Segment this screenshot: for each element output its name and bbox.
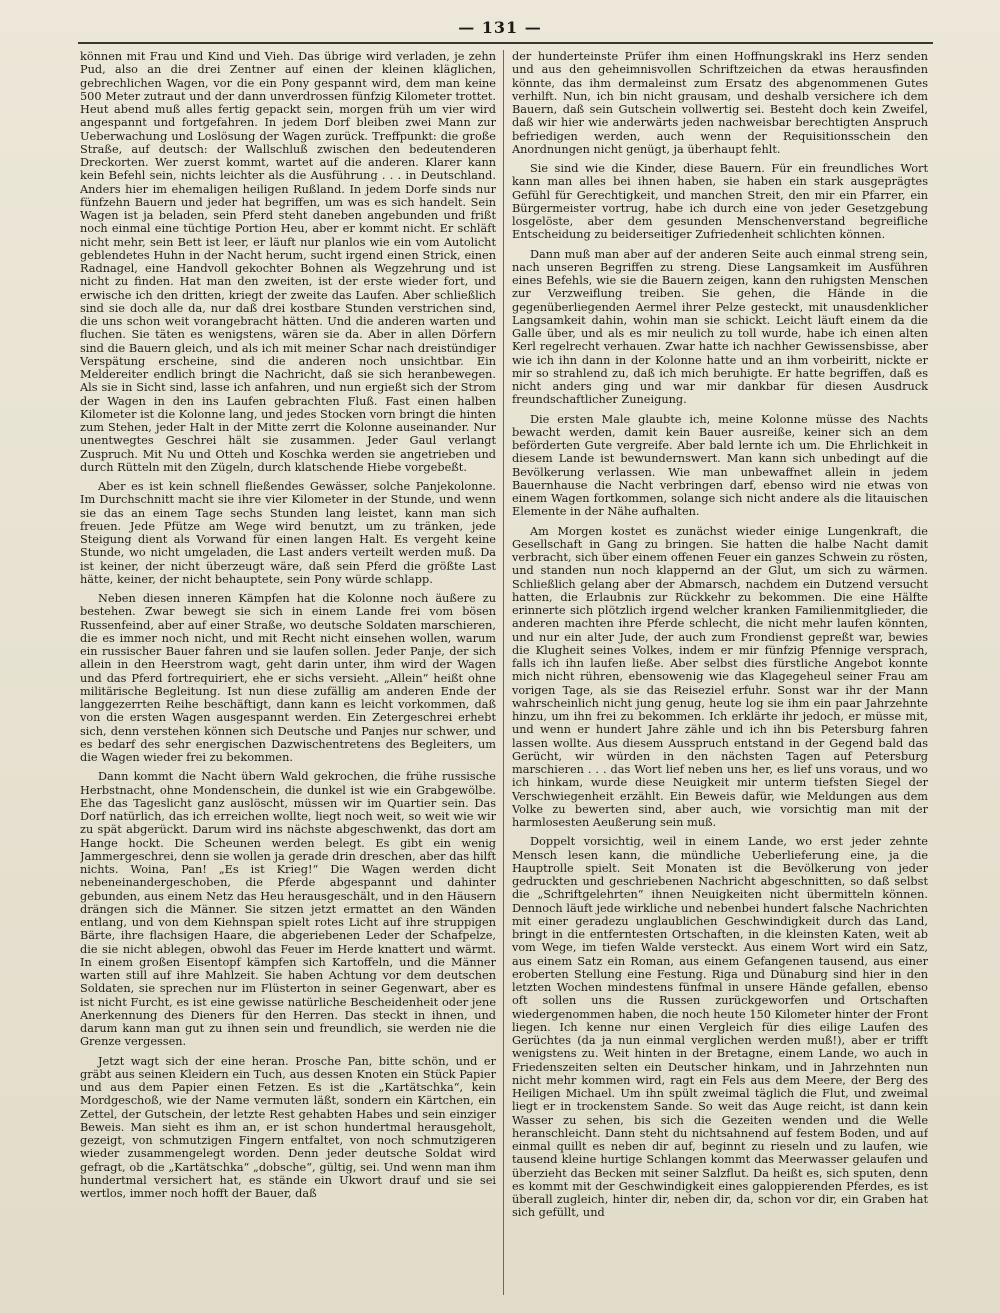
paragraph: Aber es ist kein schnell fließendes Gewässer, solche Panjekolonne. Im Durchschnitt macht sie ihre vier Kilometer in der Stunde, und wenn sie das an einem Tage sechs Stunden lang leistet, kann man sich freuen. Jede Pfütze am Wege wird benutzt, um zu tränken, jede Steigung dient als Vorwand für einen langen Halt. Es vergeht keine Stunde, wo nicht umgeladen, die Last anders verteilt werden muß. Da ist keiner, der nicht überzeugt wäre, daß sein Pferd die größte Last hätte, keiner, der nicht behauptete, sein Pony würde schlapp. [80,480,496,586]
page-header [0,18,1000,44]
page-number: — 131 — [458,18,542,37]
paragraph: der hunderteinste Prüfer ihm einen Hoffnungskrakl ins Herz senden und aus den geheimnisvollen Schriftzeichen da etwas herausfinden könnte, das ihm dermaleinst zum Ersatz des abgenommenen Gutes verhilft. Nun, ich bin nicht grausam, und deshalb versichere ich dem Bauern, daß sein Gutschein vollwertig sei. Besteht doch kein Zweifel, daß wir hier wie anderwärts jeden nachweisbar berechtigten Anspruch befriedigen werden, auch wenn der Requisitionsschein den Anordnungen nicht genügt, ja überhaupt fehlt. [512,50,928,156]
paragraph: Am Morgen kostet es zunächst wieder einige Lungenkraft, die Gesellschaft in Gang zu bringen. Sie hatten die halbe Nacht damit verbracht, sich über einem offenen Feuer ein ganzes Schwein zu rösten, und standen nun noch klappernd an der Glut, um sich zu wärmen. Schließlich gelang aber der Abmarsch, nachdem ein Dutzend versucht hatten, die Erlaubnis zur Rückkehr zu bekommen. Die eine Hälfte erinnerte sich plötzlich irgend welcher kranken Familienmitglieder, die anderen machten ihre Pferde schlecht, die nicht mehr laufen könnten, und nur ein alter Jude, der auch zum Frondienst gepreßt war, bewies die Klugheit seines Volkes, indem er mir fünfzig Pfennige versprach, falls ich ihn laufen ließe. Aber selbst dies fürstliche Angebot konnte mich nicht rühren, ebensowenig wie das Klagegeheul seiner Frau am vorigen Tage, als sie das Reiseziel erfuhr. Sonst war ihr der Mann wahrscheinlich nicht jung genug, heute log sie ihm ein paar Jahrzehnte hinzu, um ihn frei zu bekommen. Ich erklärte ihr jedoch, er müsse mit, und wenn er hundert Jahre zähle und ich ihn bis Petersburg fahren lassen wollte. Aus diesem Ausspruch entstand in der Gegend bald das Gerücht, wir würden in den nächsten Tagen auf Petersburg marschieren . . . das Wort lief neben uns her, es lief uns voraus, und wo ich hinkam, wurde diese Neuigkeit mir unterm tiefsten Siegel der Verschwiegenheit erzählt. Ein Beweis dafür, wie Meldungen aus dem Volke zu bewerten sind, aber auch, wie vorsichtig man mit der harmlosesten Aeußerung sein muß. [512,524,928,829]
paragraph: können mit Frau und Kind und Vieh. Das übrige wird verladen, je zehn Pud, also an die drei Zentner auf einen der kleinen kläglichen, gebrechlichen Wagen, vor die ein Pony gespannt wird, dem man keine 500 Meter zutraut und der dann unverdrossen fünfzig Kilometer trottet. Heut abend muß alles fertig gepackt sein, morgen früh um vier wird angespannt und fortgefahren. In jedem Dorf bleiben zwei Mann zur Ueberwachung und Loslösung der Wagen zurück. Treffpunkt: die große Straße, auf deutsch: der Wallschluß zwischen den bedeutenderen Dreckorten. Wer zuerst kommt, wartet auf die anderen. Klarer kann kein Befehl sein, nichts leichter als die Ausführung . . . in Deutschland. Anders hier im ehemaligen heiligen Rußland. In jedem Dorfe sinds nur fünfzehn Bauern und jeder hat begriffen, um was es sich handelt. Sein Wagen ist ja beladen, sein Pferd steht daneben angebunden und frißt noch einmal eine tüchtige Portion Heu, aber er kommt nicht. Er schläft nicht mehr, sein Bett ist leer, er läuft nur planlos wie ein vom Autolicht geblendetes Huhn in der Nacht herum, sucht irgend einen Strick, einen Radnagel, eine Handvoll gekochter Bohnen als Wegzehrung und ist nicht zu finden. Hat man den zweiten, ist der erste wieder fort, und erwische ich den dritten, kriegt der zweite das Laufen. Aber schließlich sind sie doch alle da, nur daß drei kostbare Stunden verstrichen sind, die uns schon weit vorangebracht hätten. Und die anderen warten und fluchen. Sie täten es wenigstens, wären sie da. Aber in allen Dörfern sind die Bauern gleich, und als ich mit meiner Schar nach dreistündiger Verspätung erscheine, sind die anderen noch unsichtbar. Ein Meldereiter endlich bringt die Nachricht, daß sie sich heranbewegen. Als sie in Sicht sind, lasse ich anfahren, und nun ergießt sich der Strom der Wagen in den ins Laufen gebrachten Fluß. Fast einen halben Kilometer ist die Kolonne lang, und jedes Stocken vorn bringt die hinten zum Stehen, jeder Halt in der Mitte zerrt die Kolonne auseinander. Nur unentwegtes Geschrei hält sie zusammen. Jeder Gaul verlangt Zuspruch. Mit Nu und Otteh und Koschka werden sie angetrieben und durch Rütteln mit den Zügeln, durch klatschende Hiebe vorgebeßt. [80,50,496,474]
paragraph: Dann muß man aber auf der anderen Seite auch einmal streng sein, nach unseren Begriffen zu streng. Diese Langsamkeit im Ausführen eines Befehls, wie sie die Bauern zeigen, kann den ruhigsten Menschen zur Verzweiflung treiben. Sie gehen, die Hände in die gegenüberliegenden Aermel ihrer Pelze gesteckt, mit unausdenklicher Langsamkeit dahin, wohin man sie schickt. Leicht läuft einem da die Galle über, und als es mir neulich zu toll wurde, habe ich einen alten Kerl regelrecht verhauen. Zwar hatte ich nachher Gewissensbisse, aber wie ich ihn dann in der Kolonne hatte und an ihm vorbeiritt, nickte er mir so strahlend zu, daß ich mich beruhigte. Er hatte begriffen, daß es nicht anders ging und war mir dankbar für diesen Ausdruck freundschaftlicher Zuneigung. [512,247,928,407]
header-rule [78,42,933,44]
right-column [512,50,928,1298]
column-divider [503,50,504,1295]
paragraph: Die ersten Male glaubte ich, meine Kolonne müsse des Nachts bewacht werden, damit kein Bauer ausreiße, keiner sich an dem beförderten Gute vergreife. Aber bald lernte ich um. Die Ehrlichkeit in diesem Lande ist bewundernswert. Man kann sich unbedingt auf die Bevölkerung verlassen. Wie man unbewaffnet allein in jedem Bauernhause die Nacht verbringen darf, ebenso wird nie etwas von einem Wagen fortkommen, solange sich nicht andere als die litauischen Elemente in der Nähe aufhalten. [512,412,928,519]
paragraph: Dann kommt die Nacht übern Wald gekrochen, die frühe russische Herbstnacht, ohne Mondenschein, die dunkel ist wie ein Grabgewölbe. Ehe das Tageslicht ganz auslöscht, müssen wir im Quartier sein. Das Dorf natürlich, das ich erreichen wollte, liegt noch weit, so weit wie wir zu spät abgerückt. Darum wird ins nächste abgeschwenkt, das dort am Hange hockt. Die Scheunen werden belegt. Es gibt ein wenig Jammergeschrei, denn sie wollen ja gerade drin dreschen, aber das hilft nichts. Woina, Pan! „Es ist Krieg!“ Die Wagen werden dicht nebeneinandergeschoben, die Pferde abgespannt und dahinter gebunden, aus einem Netz das Heu herausgeschält, und in den Häusern drängen sich die Männer. Sie sitzen jetzt ermattet an den Wänden entlang, und von dem Kiehnspan spielt rotes Licht auf ihre struppigen Bärte, ihre flachsigen Haare, die abgeriebenen Leder der Schafpelze, die sie nicht ablegen, obwohl das Feuer im Herde knattert und wärmt. In einem großen Eisentopf kämpfen sich Kartoffeln, und die Männer warten still auf ihre Mahlzeit. Sie haben Achtung vor dem deutschen Soldaten, sie sprechen nur im Flüsterton in seiner Gegenwart, aber es ist nicht Furcht, es ist eine gewisse natürliche Bescheidenheit oder jene Anerkennung des Dieners für den Herren. Das steckt in ihnen, und darum kann man gut zu ihnen sein und freundlich, sie werden nie die Grenze vergessen. [80,770,496,1049]
paragraph: Neben diesen inneren Kämpfen hat die Kolonne noch äußere zu bestehen. Zwar bewegt sie sich in einem Lande frei vom bösen Russenfeind, aber auf einer Straße, wo deutsche Soldaten marschieren, die es immer noch nicht, und mit Recht nicht einsehen wollen, warum ein russischer Bauer fahren und sie laufen sollen. Jeder Panje, der sich allein in den Heerstrom wagt, geht darin unter, ihm wird der Wagen und das Pferd fortrequiriert, ehe er sichs versieht. „Allein“ heißt ohne militärische Begleitung. Ist nun diese zufällig am anderen Ende der langgezerrten Reihe beschäftigt, dann kann es leicht vorkommen, daß von die ersten Wagen ausgespannt werden. Ein Zetergeschrei erhebt sich, denn verstehen können sich Deutsche und Panjes nur schwer, und es bedarf des sehr energischen Dazwischentretens des Begleiters, um die Wagen wieder frei zu bekommen. [80,592,496,764]
paragraph: Jetzt wagt sich der eine heran. Prosche Pan, bitte schön, und er gräbt aus seinen Kleidern ein Tuch, aus dessen Knoten ein Stück Papier und aus dem Papier einen Fetzen. Es ist die „Kartätschka“, kein Mordgeschoß, wie der Name vermuten läßt, sondern ein Kärtchen, ein Zettel, der Gutschein, der letzte Rest gehabten Habes und sein einziger Beweis. Man sieht es ihm an, er ist schon hundertmal herausgeholt, gezeigt, von schmutzigen Fingern entfaltet, von noch schmutzigeren wieder zusammengelegt worden. Denn jeder deutsche Soldat wird gefragt, ob die „Kartätschka“ „dobsche“, gültig, sei. Und wenn man ihm hundertmal versichert hat, es stände ein Ukwort drauf und sie sei wertlos, immer noch hofft der Bauer, daß [80,1054,496,1200]
paragraph: Doppelt vorsichtig, weil in einem Lande, wo erst jeder zehnte Mensch lesen kann, die mündliche Ueberlieferung eine, ja die Hauptrolle spielt. Seit Monaten ist die Bevölkerung von jeder gedruckten und geschriebenen Nachricht abgeschnitten, so daß selbst die „Schriftgelehrten“ ihnen Neuigkeiten nicht übermitteln können. Dennoch läuft jede wirkliche und nebenbei hundert falsche Nachrichten mit einer geradezu unglaublichen Geschwindigkeit durch das Land, bringt in die entferntesten Ortschaften, in die kleinsten Katen, weit ab vom Wege, im tiefen Walde versteckt. Aus einem Wort wird ein Satz, aus einem Satz ein Roman, aus einem Gefangenen tausend, aus einer eroberten Stellung eine Festung. Riga und Dünaburg sind hier in den letzten Wochen mindestens fünfmal in unsere Hände gefallen, ebenso oft sollen uns die Russen zurückgeworfen und Ortschaften wiedergenommen haben, die noch heute 150 Kilometer hinter der Front liegen. Ich kenne nur einen Vergleich für dies eilige Laufen des Gerüchtes (da ja nun einmal verglichen werden muß!), aber er trifft wenigstens zu. Weit hinten in der Bretagne, einem Lande, wo auch in Friedenszeiten selten ein Deutscher hinkam, und in Jahrzehnten nun nicht mehr kommen wird, ragt ein Fels aus dem Meere, der Berg des Heiligen Michael. Um ihn spült zweimal täglich die Flut, und zweimal liegt er in trockenstem Sande. So weit das Auge reicht, ist dann kein Wasser zu sehen, bis sich die Gezeiten wenden und die Welle heranschleicht. Dann steht du nichtsahnend auf festem Boden, und auf einmal quillt es neben dir auf, beginnt zu rieseln und zu laufen, wie tausend kleine hurtige Schlangen kommt das Meerwasser gelaufen und überzieht das Becken mit seiner Salzflut. Da heißt es, sich sputen, denn es kommt mit der Geschwindigkeit eines galoppierenden Pferdes, es ist überall zugleich, hinter dir, neben dir, da, schon vor dir, ein Graben hat sich gefüllt, und [512,835,928,1220]
paragraph: Sie sind wie die Kinder, diese Bauern. Für ein freundliches Wort kann man alles bei ihnen haben, sie haben ein stark ausgeprägtes Gefühl für Gerechtigkeit, und manchen Streit, den mir ein Pfarrer, ein Bürgermeister vortrug, habe ich durch eine von jeder Gesetzgebung losgelöste, aber dem gesunden Menschenverstand begreifliche Entscheidung zu beiderseitiger Zufriedenheit schlichten können. [512,162,928,242]
left-column [80,50,496,1298]
